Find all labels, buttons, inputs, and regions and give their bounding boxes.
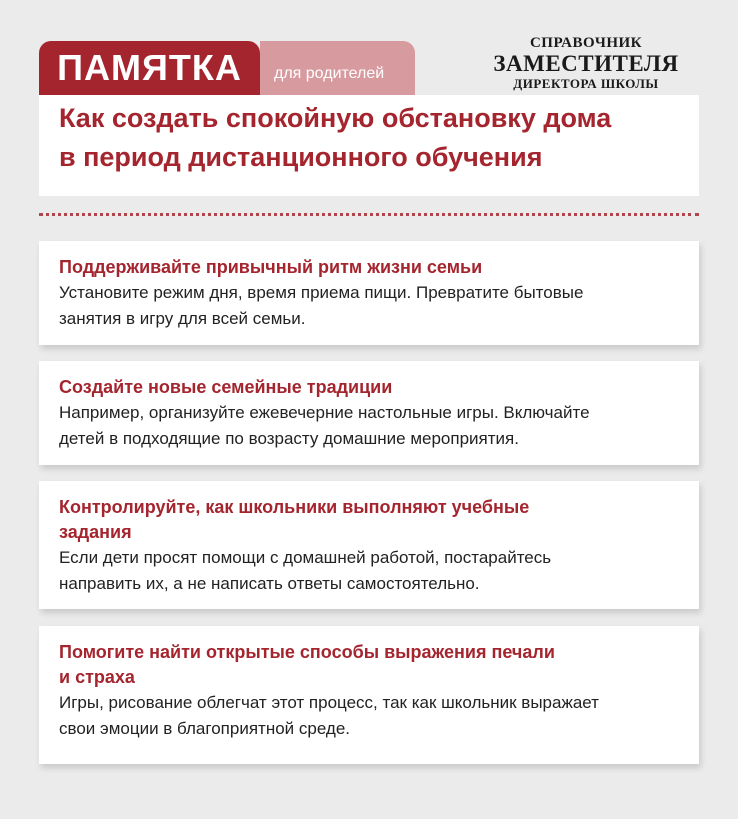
- tip-heading: Поддерживайте привычный ритм жизни семьи: [59, 257, 483, 277]
- memo-tab-label: ПАМЯТКА: [57, 47, 242, 88]
- tip-heading: [59, 495, 679, 545]
- page-title-line-1: Как создать спокойную обстановку дома: [59, 103, 612, 133]
- title-box: [39, 95, 699, 196]
- tip-heading: [59, 640, 679, 690]
- page-title-line-2: в период дистанционного обучения: [59, 142, 543, 172]
- tip-text-line-1: Например, организуйте ежевечерние настольные игры. Включайте: [59, 403, 590, 422]
- tip-text-line-1: Установите режим дня, время приема пищи. Превратите бытовые: [59, 283, 584, 302]
- tip-text: [59, 545, 679, 597]
- tip-heading-line-1: Контролируйте, как школьники выполняют учебные: [59, 497, 530, 517]
- tip-heading: Создайте новые семейные традиции: [59, 377, 393, 397]
- tip-heading-line-2: задания: [59, 522, 132, 542]
- tip-text: [59, 280, 679, 332]
- tip-text-line-2: направить их, а не написать ответы самостоятельно.: [59, 574, 480, 593]
- tip-text-line-1: Если дети просят помощи с домашней работой, постарайтесь: [59, 548, 552, 567]
- tip-text: [59, 400, 679, 452]
- tip-heading-line-2: и страха: [59, 667, 135, 687]
- page-title: [59, 99, 699, 177]
- brand-line-3: ДИРЕКТОРА ШКОЛЫ: [513, 76, 659, 91]
- dotted-divider: [39, 213, 699, 216]
- memo-tab: [39, 41, 260, 95]
- audience-tab: [260, 41, 415, 95]
- brand-line-1: СПРАВОЧНИК: [529, 35, 643, 51]
- brand-logo: [486, 34, 686, 92]
- tip-text-line-2: занятия в игру для всей семьи.: [59, 309, 306, 328]
- tip-card: [39, 241, 699, 345]
- tip-heading-line-1: Помогите найти открытые способы выражения печали: [59, 642, 555, 662]
- tip-card: [39, 361, 699, 465]
- audience-tab-label: для родителей: [274, 65, 385, 82]
- brand-line-2: ЗАМЕСТИТЕЛЯ: [493, 51, 679, 76]
- tip-card: [39, 626, 699, 764]
- tip-text-line-1: Игры, рисование облегчат этот процесс, так как школьник выражает: [59, 693, 599, 712]
- tip-card: [39, 481, 699, 609]
- tip-text: [59, 690, 679, 742]
- tip-text-line-2: детей в подходящие по возрасту домашние мероприятия.: [59, 429, 519, 448]
- tip-text-line-2: свои эмоции в благоприятной среде.: [59, 719, 351, 738]
